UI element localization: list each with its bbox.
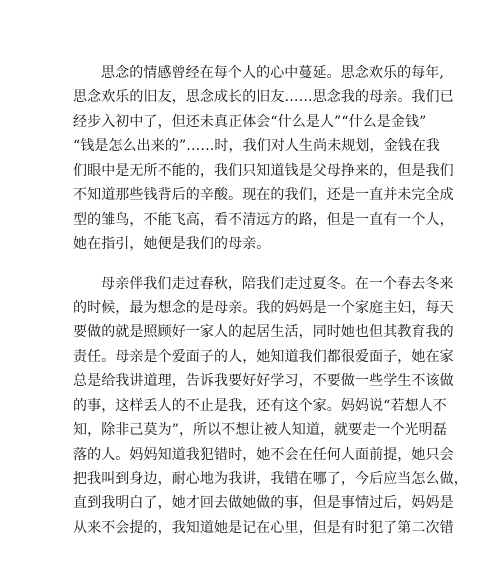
text-line: 责任。母亲是个爱面子的人，她知道我们都很爱面子，她在家 [73,348,454,365]
text-line: 总是给我讲道理，告诉我要好好学习，不要做一些学生不该做 [73,373,454,390]
text-line: 的事，这样丢人的不止是我，还有这个家。妈妈说“若想人不 [73,397,447,414]
text-line: “钱是怎么出来的”……时，我们对人生尚未规划，金钱在我 [73,138,441,155]
text-line: 们眼中是无所不能的，我们只知道钱是父母挣来的，但是我们 [73,162,454,179]
text-line: 直到我明白了，她才回去做她做的事，但是事情过后，妈妈是 [73,495,454,512]
paragraph-2 [73,272,468,541]
text-line: 的时候，最为想念的是母亲。我的妈妈是一个家庭主妇，每天 [73,299,454,316]
text-line: 不知道那些钱背后的辛酸。现在的我们，还是一直并未完全成 [73,187,454,204]
text-line: 母亲伴我们走过春秋，陪我们走过夏冬。在一个春去冬来 [101,275,454,292]
text-line: 把我叫到身边，耐心地为我讲，我错在哪了，今后应当怎么做， [73,471,468,487]
text-line: 要做的就是照顾好一家人的起居生活，同时她也但其教育我的 [73,324,454,341]
text-line: 从来不会提的，我知道她是记在心里，但是有时犯了第二次错 [73,519,454,536]
text-line: 她在指引，她便是我们的母亲。 [73,236,271,253]
text-line: 知，除非己莫为”，所以不想让被人知道，就要走一个光明磊 [73,422,447,439]
text-line: 思念欢乐的旧友，思念成长的旧友……思念我的母亲。我们已 [73,89,454,106]
text-line: 思念的情感曾经在每个人的心中蔓延。思念欢乐的每年, [101,65,444,81]
paragraph-1 [73,61,454,257]
text-line: 落的人。妈妈知道我犯错时，她不会在任何人面前提，她只会 [73,446,454,463]
text-line: 型的雏鸟，不能飞高，看不清远方的路，但是一直有一个人， [73,211,454,228]
text-line: 经步入初中了，但还未真正体会“什么是人”“什么是金钱” [73,113,427,130]
article-body [73,61,468,540]
